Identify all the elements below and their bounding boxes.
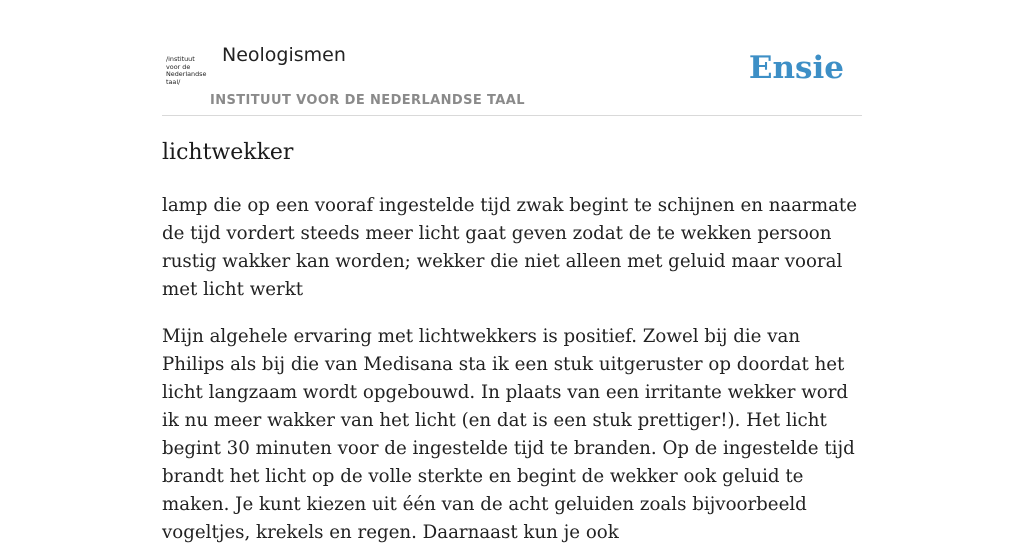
content-container	[162, 0, 862, 543]
entry-example: Mijn algehele ervaring met lichtwekkers is positief. Zowel bij die van Philips als bij die van Medisana sta ik een stuk uitgeruster op doordat het licht langzaam wordt opgebouwd. In plaats van een irritante wekker word ik nu meer wakker van het licht (en dat is een stuk prettiger!). Het licht begint 30 minuten voor de ingestelde tijd te branden. Op de ingestelde tijd brandt het licht op de volle sterkte en begint de wekker ook geluid te maken. Je kunt kiezen uit één van de acht geluiden zoals bijvoorbeeld vogeltjes, krekels en regen. Daarnaast kun je ook	[162, 326, 855, 543]
ensie-brand-link[interactable]: Ensie	[748, 50, 844, 86]
logo-line: /instituut	[166, 55, 195, 63]
logo-line: voor de	[166, 62, 191, 71]
entry-definition: lamp die op een vooraf ingestelde tijd zwak begint te schijnen en naarmate de tijd vordert steeds meer licht gaat geven zodat de te wekken persoon rustig wakker kan worden; wekker die niet alleen met geluid maar vooral met licht werkt	[162, 195, 857, 300]
ivdnt-logo[interactable]	[166, 56, 208, 86]
header	[162, 0, 862, 116]
entry-headword: lichtwekker	[162, 140, 294, 165]
institute-name: INSTITUUT VOOR DE NEDERLANDSE TAAL	[210, 93, 525, 108]
site-title-link[interactable]: Neologismen	[222, 44, 346, 66]
logo-line: Nederlandse	[166, 70, 207, 79]
logo-line: taal/	[166, 77, 181, 86]
